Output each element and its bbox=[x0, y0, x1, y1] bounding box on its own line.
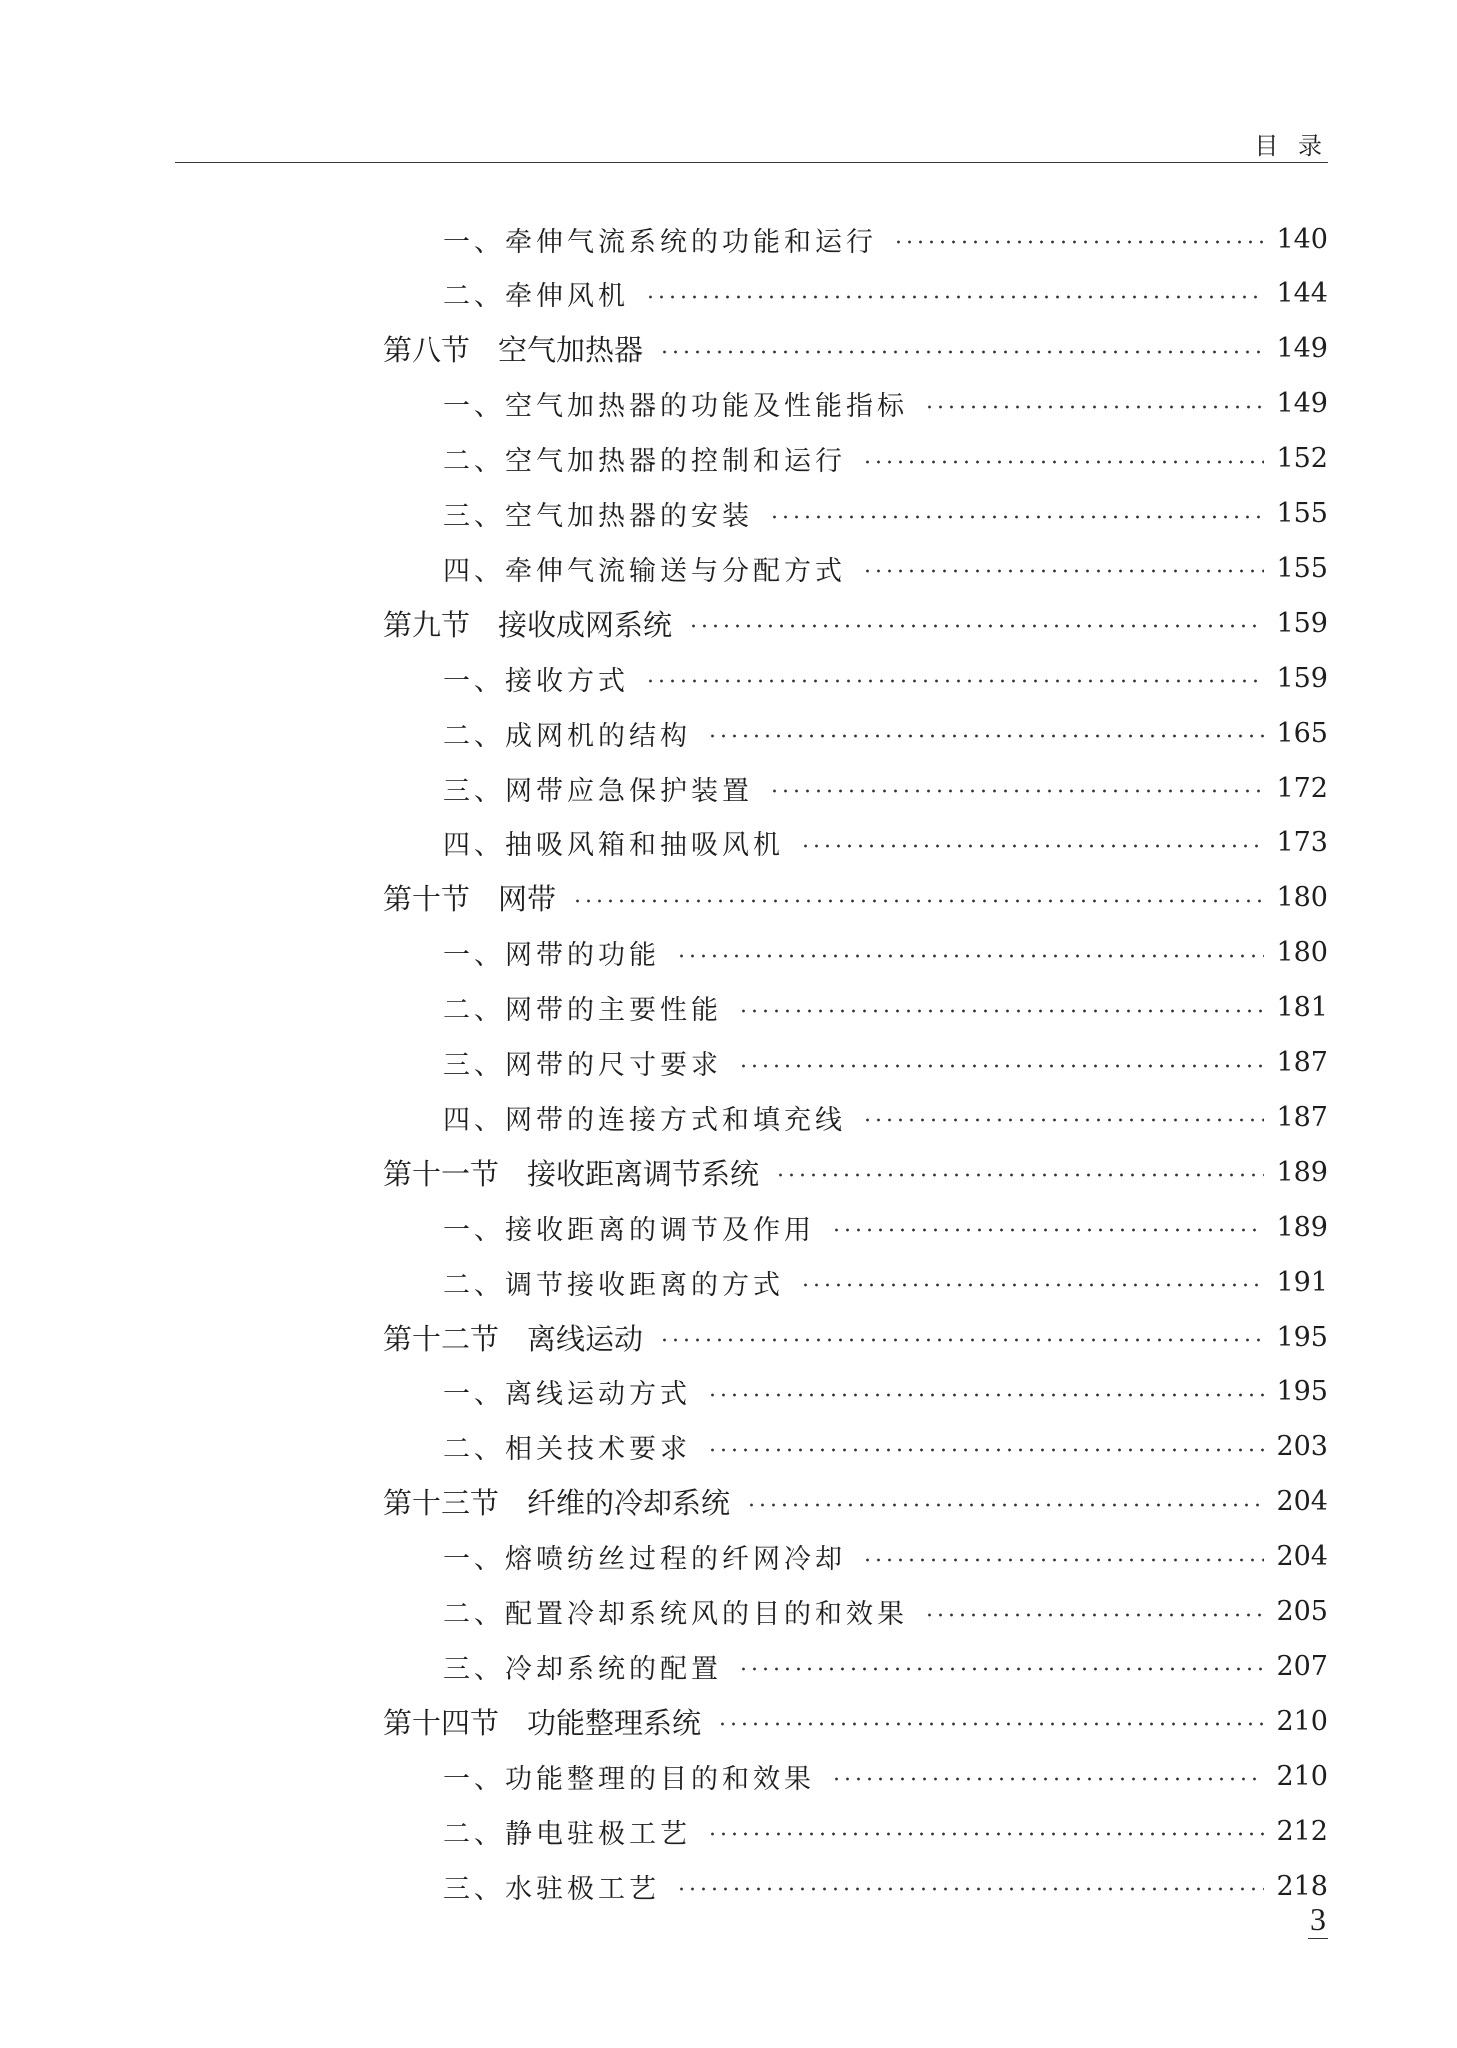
toc-page-number: 203 bbox=[1276, 1431, 1328, 1463]
toc-entry-title: 二、牵伸风机 bbox=[443, 281, 629, 313]
toc-section-entry[interactable] bbox=[383, 596, 1328, 650]
toc-page-number: 191 bbox=[1276, 1266, 1328, 1298]
toc-section-title: 功能整理系统 bbox=[527, 1705, 702, 1740]
page-number: 3 bbox=[1310, 1901, 1326, 1937]
dot-leader bbox=[831, 1228, 1264, 1232]
dot-leader bbox=[707, 734, 1264, 738]
dot-leader bbox=[893, 240, 1264, 244]
toc-page-number: 155 bbox=[1276, 552, 1328, 584]
dot-leader bbox=[831, 1777, 1264, 1781]
dot-leader bbox=[862, 1118, 1264, 1122]
toc-page-number: 204 bbox=[1276, 1486, 1328, 1518]
toc-section-entry[interactable] bbox=[383, 322, 1328, 376]
toc-page-number: 189 bbox=[1276, 1156, 1328, 1188]
dot-leader bbox=[862, 1558, 1264, 1562]
toc-page-number: 210 bbox=[1276, 1760, 1328, 1792]
toc-entry-title: 二、静电驻极工艺 bbox=[443, 1818, 691, 1850]
toc-page-number: 207 bbox=[1276, 1650, 1328, 1682]
toc-entry-title: 一、熔喷纺丝过程的纤网冷却 bbox=[443, 1544, 846, 1576]
toc-entry-title bbox=[383, 1152, 759, 1193]
toc-subsection-entry[interactable] bbox=[443, 1365, 1328, 1419]
toc-page-number: 165 bbox=[1276, 717, 1328, 749]
toc-subsection-entry[interactable] bbox=[443, 267, 1328, 321]
toc-subsection-entry[interactable] bbox=[443, 1255, 1328, 1309]
dot-leader bbox=[738, 1009, 1264, 1013]
toc-subsection-entry[interactable] bbox=[443, 1036, 1328, 1090]
dot-leader bbox=[800, 844, 1264, 848]
toc-page-number: 140 bbox=[1276, 223, 1328, 255]
toc-subsection-entry[interactable] bbox=[443, 1200, 1328, 1254]
toc-section-number: 第八节 bbox=[383, 333, 471, 368]
toc-page-number: 172 bbox=[1276, 772, 1328, 804]
dot-leader bbox=[924, 1613, 1264, 1617]
toc-section-entry[interactable] bbox=[383, 871, 1328, 925]
dot-leader bbox=[717, 1722, 1264, 1726]
toc-entry-title: 三、水驻极工艺 bbox=[443, 1873, 660, 1905]
toc-section-number: 第十二节 bbox=[383, 1321, 500, 1356]
toc-entry-title: 一、离线运动方式 bbox=[443, 1379, 691, 1411]
toc-entry-title: 二、调节接收距离的方式 bbox=[443, 1269, 784, 1301]
toc-entry-title: 四、网带的连接方式和填充线 bbox=[443, 1104, 846, 1136]
dot-leader bbox=[572, 899, 1264, 903]
running-header-title: 目 录 bbox=[1254, 132, 1328, 160]
dot-leader bbox=[800, 1283, 1264, 1287]
toc-entry-title: 一、空气加热器的功能及性能指标 bbox=[443, 391, 908, 423]
toc-page-number: 210 bbox=[1276, 1705, 1328, 1737]
toc-page-number: 205 bbox=[1276, 1596, 1328, 1627]
dot-leader bbox=[862, 460, 1264, 464]
toc-entry-title bbox=[383, 603, 672, 644]
toc-entry-title: 三、冷却系统的配置 bbox=[443, 1653, 722, 1685]
dot-leader bbox=[676, 1887, 1264, 1891]
toc-section-entry[interactable] bbox=[383, 1310, 1328, 1364]
toc-entry-title: 一、接收距离的调节及作用 bbox=[443, 1214, 815, 1246]
toc-page-number: 159 bbox=[1276, 662, 1328, 694]
toc-page-number: 159 bbox=[1276, 607, 1328, 639]
toc-subsection-entry[interactable] bbox=[443, 487, 1328, 541]
toc-section-title: 空气加热器 bbox=[498, 333, 644, 368]
toc-page-number: 152 bbox=[1276, 443, 1328, 475]
toc-section-title: 离线运动 bbox=[527, 1321, 644, 1356]
dot-leader bbox=[924, 405, 1264, 409]
toc-entry-title: 二、配置冷却系统风的目的和效果 bbox=[443, 1599, 908, 1630]
toc-subsection-entry[interactable] bbox=[443, 761, 1328, 815]
toc-entry-title: 四、牵伸气流输送与分配方式 bbox=[443, 555, 846, 587]
dot-leader bbox=[688, 624, 1264, 628]
dot-leader bbox=[775, 1173, 1264, 1177]
toc-page-number: 189 bbox=[1276, 1211, 1328, 1243]
dot-leader bbox=[738, 1667, 1264, 1671]
toc-subsection-entry[interactable] bbox=[443, 1420, 1328, 1474]
dot-leader bbox=[645, 295, 1264, 299]
toc-page-number: 180 bbox=[1276, 882, 1328, 914]
toc-page-number: 204 bbox=[1276, 1541, 1328, 1573]
toc-page-number: 149 bbox=[1276, 333, 1328, 365]
toc-entry-title: 一、网带的功能 bbox=[443, 940, 660, 972]
toc-page-number: 144 bbox=[1276, 278, 1328, 310]
toc-entry-title: 三、网带应急保护装置 bbox=[443, 775, 753, 807]
toc-subsection-entry[interactable] bbox=[443, 1090, 1328, 1144]
toc-entry-title: 四、抽吸风箱和抽吸风机 bbox=[443, 830, 784, 862]
toc-entry-title bbox=[383, 877, 556, 918]
toc-entry-title bbox=[383, 1701, 701, 1742]
toc-section-entry[interactable] bbox=[383, 1475, 1328, 1529]
toc-subsection-entry[interactable] bbox=[443, 1804, 1328, 1858]
toc-subsection-entry[interactable] bbox=[443, 1530, 1328, 1584]
dot-leader bbox=[659, 350, 1264, 354]
toc-subsection-entry[interactable] bbox=[443, 541, 1328, 595]
dot-leader bbox=[769, 789, 1264, 793]
toc-subsection-entry[interactable] bbox=[443, 926, 1328, 980]
toc-subsection-entry[interactable] bbox=[443, 377, 1328, 431]
dot-leader bbox=[862, 569, 1264, 573]
toc-entry-title: 二、网带的主要性能 bbox=[443, 995, 722, 1027]
toc-section-number: 第十节 bbox=[383, 882, 471, 917]
toc-section-title: 网带 bbox=[498, 882, 557, 917]
toc-entry-title: 一、功能整理的目的和效果 bbox=[443, 1763, 815, 1795]
toc-section-number: 第九节 bbox=[383, 607, 471, 642]
toc-subsection-entry[interactable] bbox=[443, 1639, 1328, 1693]
dot-leader bbox=[769, 515, 1264, 519]
dot-leader bbox=[645, 679, 1264, 683]
toc-page-number: 195 bbox=[1276, 1321, 1328, 1353]
toc-subsection-entry[interactable] bbox=[443, 1859, 1328, 1913]
dot-leader bbox=[659, 1338, 1264, 1342]
toc-subsection-entry[interactable] bbox=[443, 1585, 1328, 1639]
toc-page-number: 187 bbox=[1276, 1101, 1328, 1133]
dot-leader bbox=[707, 1832, 1264, 1836]
dot-leader bbox=[746, 1503, 1264, 1507]
toc-page-number: 181 bbox=[1276, 992, 1328, 1024]
toc-entry-title: 二、成网机的结构 bbox=[443, 720, 691, 752]
toc-subsection-entry[interactable] bbox=[443, 981, 1328, 1035]
toc-entry-title: 一、接收方式 bbox=[443, 665, 629, 697]
toc-entry-title bbox=[383, 1317, 643, 1358]
dot-leader bbox=[707, 1393, 1264, 1397]
toc-section-number: 第十四节 bbox=[383, 1705, 500, 1740]
toc-subsection-entry[interactable] bbox=[443, 816, 1328, 870]
toc-section-entry[interactable] bbox=[383, 1145, 1328, 1199]
toc-entry-title bbox=[383, 1481, 730, 1522]
toc-section-title: 接收距离调节系统 bbox=[527, 1156, 760, 1191]
toc-entry-title: 三、网带的尺寸要求 bbox=[443, 1050, 722, 1081]
toc-entry-title: 二、相关技术要求 bbox=[443, 1434, 691, 1466]
toc-subsection-entry[interactable] bbox=[443, 1749, 1328, 1803]
toc-section-number: 第十三节 bbox=[383, 1486, 500, 1521]
running-header bbox=[175, 122, 1328, 163]
toc-section-entry[interactable] bbox=[383, 1694, 1328, 1748]
toc-page-number: 218 bbox=[1276, 1870, 1328, 1902]
toc-subsection-entry[interactable] bbox=[443, 706, 1328, 760]
toc-page-number: 180 bbox=[1276, 937, 1328, 969]
toc-entry-title: 一、牵伸气流系统的功能和运行 bbox=[443, 226, 877, 258]
dot-leader bbox=[676, 954, 1264, 958]
toc-entry-title bbox=[383, 328, 643, 369]
toc-page-number: 155 bbox=[1276, 498, 1328, 529]
toc-section-number: 第十一节 bbox=[383, 1156, 500, 1191]
dot-leader bbox=[707, 1448, 1264, 1452]
toc-page-number: 187 bbox=[1276, 1047, 1328, 1078]
toc-subsection-entry[interactable] bbox=[443, 651, 1328, 705]
toc-page-number: 173 bbox=[1276, 827, 1328, 859]
toc-section-title: 纤维的冷却系统 bbox=[527, 1486, 731, 1521]
toc-page-number: 195 bbox=[1276, 1376, 1328, 1408]
toc-subsection-entry[interactable] bbox=[443, 432, 1328, 486]
toc-section-title: 接收成网系统 bbox=[498, 607, 673, 642]
toc-entry-title: 二、空气加热器的控制和运行 bbox=[443, 446, 846, 478]
toc-subsection-entry[interactable] bbox=[443, 212, 1328, 266]
toc-page-number: 212 bbox=[1276, 1815, 1328, 1847]
toc-entry-title: 三、空气加热器的安装 bbox=[443, 501, 753, 532]
toc-page-number: 149 bbox=[1276, 388, 1328, 420]
dot-leader bbox=[738, 1064, 1264, 1068]
